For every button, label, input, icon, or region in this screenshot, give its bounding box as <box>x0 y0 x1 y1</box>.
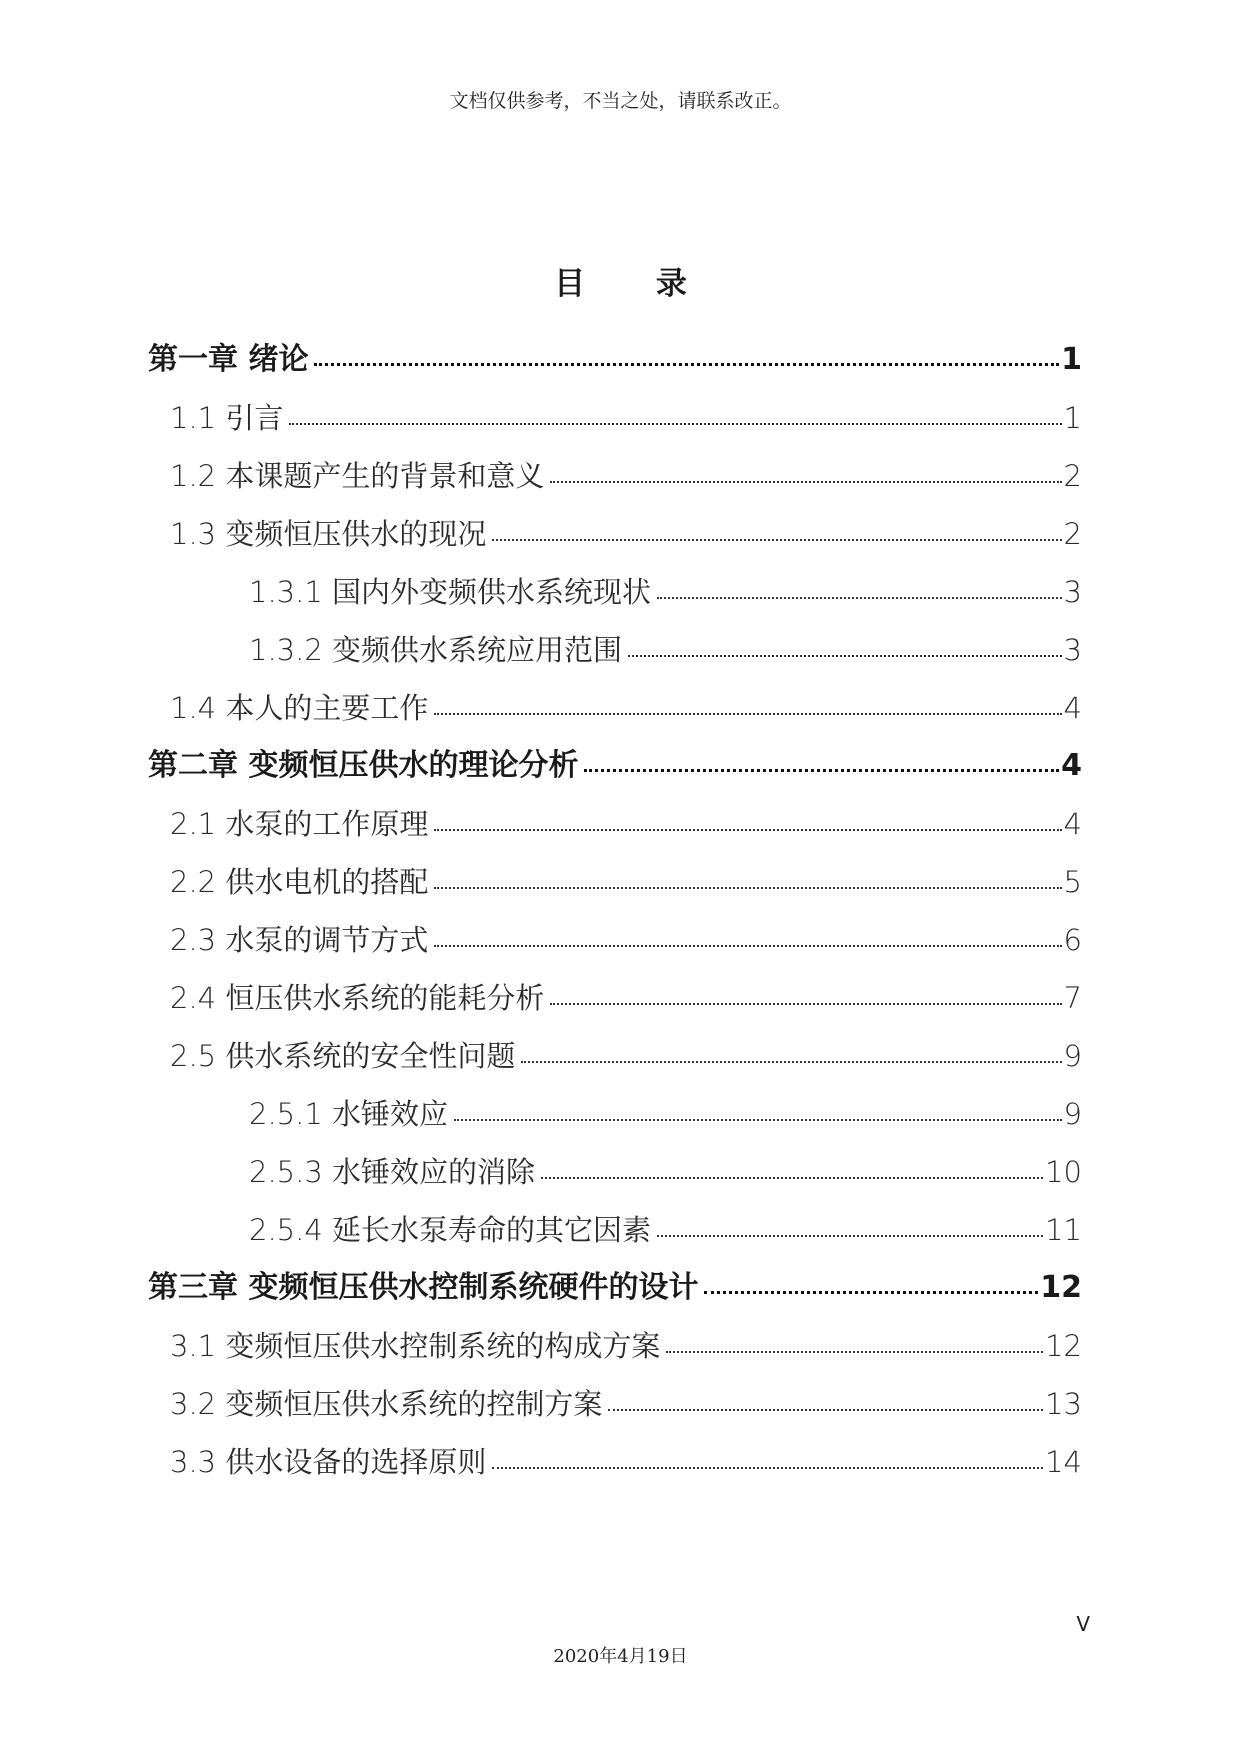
toc-chapter-entry[interactable] <box>148 335 1082 385</box>
toc-entry-label: 2.5.3 水锤效应的消除 <box>249 1155 536 1189</box>
toc-section-entry[interactable] <box>170 1031 1082 1081</box>
toc-entry-label: 3.3 供水设备的选择原则 <box>170 1445 487 1479</box>
toc-subsection-entry[interactable] <box>249 567 1082 617</box>
toc-entry-page: 4 <box>1061 748 1082 783</box>
toc-dot-leader <box>584 769 1059 772</box>
toc-chapter-entry[interactable] <box>148 1263 1082 1313</box>
toc-section-entry[interactable] <box>170 973 1082 1023</box>
toc-dot-leader <box>704 1291 1038 1294</box>
toc-entry-page: 14 <box>1045 1445 1082 1479</box>
toc-dot-leader <box>434 887 1061 889</box>
toc-entry-label: 1.2 本课题产生的背景和意义 <box>170 459 545 493</box>
toc-section-entry[interactable] <box>170 1437 1082 1487</box>
toc-dot-leader <box>608 1409 1043 1411</box>
toc-dot-leader <box>454 1119 1062 1121</box>
toc-entry-page: 11 <box>1045 1213 1082 1247</box>
toc-entry-label: 1.4 本人的主要工作 <box>170 691 429 725</box>
toc-dot-leader <box>434 945 1061 947</box>
toc-dot-leader <box>550 1003 1061 1005</box>
toc-section-entry[interactable] <box>170 393 1082 443</box>
toc-dot-leader <box>314 363 1059 366</box>
toc-dot-leader <box>492 1467 1043 1469</box>
toc-entry-page: 3 <box>1063 575 1082 609</box>
toc-dot-leader <box>550 481 1061 483</box>
toc-subsection-entry[interactable] <box>249 1089 1082 1139</box>
toc-dot-leader <box>628 655 1062 657</box>
toc-dot-leader <box>492 539 1061 541</box>
toc-entry-page: 1 <box>1061 342 1082 377</box>
toc-entry-page: 4 <box>1063 807 1082 841</box>
toc-dot-leader <box>521 1061 1061 1063</box>
toc-section-entry[interactable] <box>170 1379 1082 1429</box>
toc-entry-page: 10 <box>1045 1155 1082 1189</box>
toc-entry-page: 6 <box>1063 923 1082 957</box>
toc-entry-label: 1.3.2 变频供水系统应用范围 <box>249 633 623 667</box>
toc-entry-label: 2.4 恒压供水系统的能耗分析 <box>170 981 545 1015</box>
toc-entry-label: 3.2 变频恒压供水系统的控制方案 <box>170 1387 603 1421</box>
toc-chapter-entry[interactable] <box>148 741 1082 791</box>
toc-section-entry[interactable] <box>170 857 1082 907</box>
toc-dot-leader <box>666 1351 1043 1353</box>
toc-section-entry[interactable] <box>170 915 1082 965</box>
toc-dot-leader <box>289 423 1061 425</box>
toc-entry-label: 2.5 供水系统的安全性问题 <box>170 1039 516 1073</box>
toc-dot-leader <box>434 713 1061 715</box>
toc-dot-leader <box>657 597 1062 599</box>
toc-section-entry[interactable] <box>170 509 1082 559</box>
toc-entry-page: 3 <box>1063 633 1082 667</box>
toc-section-entry[interactable] <box>170 1321 1082 1371</box>
toc-section-entry[interactable] <box>170 683 1082 733</box>
toc-entry-label: 1.3.1 国内外变频供水系统现状 <box>249 575 652 609</box>
toc-entry-label: 2.5.4 延长水泵寿命的其它因素 <box>249 1213 652 1247</box>
toc-entry-page: 9 <box>1063 1097 1082 1131</box>
toc-entry-label: 1.1 引言 <box>170 401 284 435</box>
toc-entry-page: 12 <box>1040 1270 1082 1305</box>
toc-entry-page: 12 <box>1045 1329 1082 1363</box>
toc-entry-label: 2.1 水泵的工作原理 <box>170 807 429 841</box>
toc-entry-page: 2 <box>1063 517 1082 551</box>
toc-dot-leader <box>541 1177 1043 1179</box>
toc-section-entry[interactable] <box>170 799 1082 849</box>
toc-entry-page: 7 <box>1063 981 1082 1015</box>
toc-entry-label: 2.2 供水电机的搭配 <box>170 865 429 899</box>
toc-entry-page: 4 <box>1063 691 1082 725</box>
toc-subsection-entry[interactable] <box>249 625 1082 675</box>
page-title: 目 录 <box>554 266 717 302</box>
header-note: 文档仅供参考，不当之处，请联系改正。 <box>449 90 792 112</box>
toc-section-entry[interactable] <box>170 451 1082 501</box>
toc-entry-page: 9 <box>1063 1039 1082 1073</box>
toc-entry-label: 3.1 变频恒压供水控制系统的构成方案 <box>170 1329 661 1363</box>
toc-dot-leader <box>657 1235 1043 1237</box>
toc-subsection-entry[interactable] <box>249 1147 1082 1197</box>
toc-entry-page: 2 <box>1063 459 1082 493</box>
toc-entry-page: 5 <box>1063 865 1082 899</box>
toc-entry-label: 第三章 变频恒压供水控制系统硬件的设计 <box>148 1270 699 1305</box>
toc-entry-label: 2.3 水泵的调节方式 <box>170 923 429 957</box>
toc-entry-label: 第二章 变频恒压供水的理论分析 <box>148 748 579 783</box>
toc-entry-label: 1.3 变频恒压供水的现况 <box>170 517 487 551</box>
toc-dot-leader <box>434 829 1061 831</box>
toc-entry-label: 第一章 绪论 <box>148 342 309 377</box>
footer-date: 2020年4月19日 <box>553 1646 688 1667</box>
toc-subsection-entry[interactable] <box>249 1205 1082 1255</box>
toc-entry-page: 13 <box>1045 1387 1082 1421</box>
page-number: V <box>1076 1612 1090 1636</box>
toc-entry-page: 1 <box>1063 401 1082 435</box>
toc-entry-label: 2.5.1 水锤效应 <box>249 1097 449 1131</box>
